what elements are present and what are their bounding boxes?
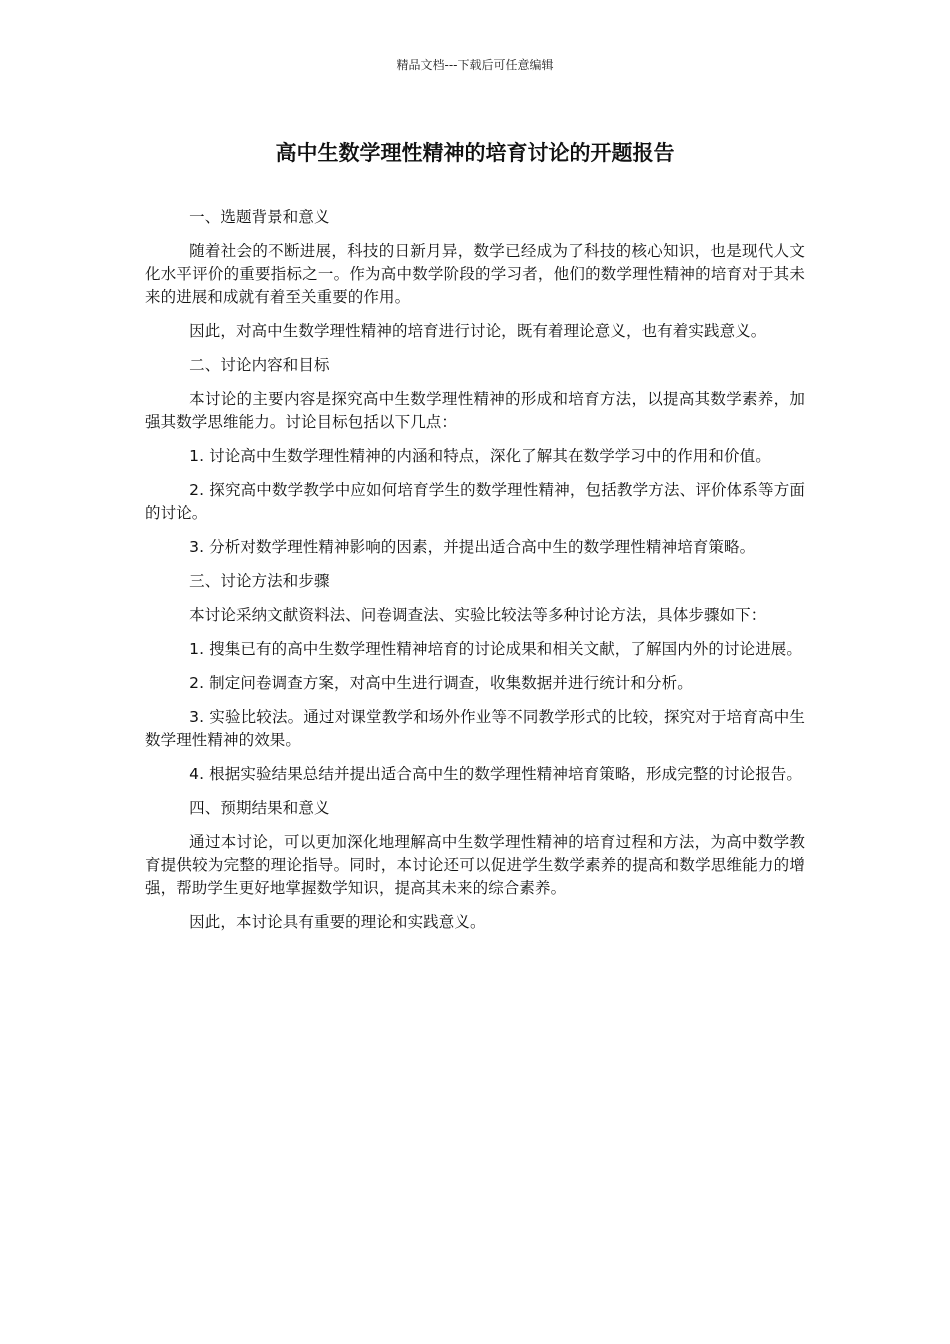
document-body [145, 206, 805, 945]
list-item: 1. 讨论高中生数学理性精神的内涵和特点，深化了解其在数学学习中的作用和价值。 [189, 447, 771, 465]
document-title: 高中生数学理性精神的培育讨论的开题报告 [275, 141, 675, 165]
list-item: 2. 探究高中数学教学中应如何培育学生的数学理性精神，包括教学方法、评价体系等方面的讨论。 [145, 481, 805, 522]
paragraph: 本讨论采纳文献资料法、问卷调查法、实验比较法等多种讨论方法，具体步骤如下： [189, 606, 767, 624]
paragraph: 因此，对高中生数学理性精神的培育进行讨论，既有着理论意义，也有着实践意义。 [189, 322, 767, 340]
list-item: 4. 根据实验结果总结并提出适合高中生的数学理性精神培育策略，形成完整的讨论报告。 [189, 765, 802, 783]
paragraph: 随着社会的不断进展，科技的日新月异，数学已经成为了科技的核心知识，也是现代人文化水平评价的重要指标之一。作为高中数学阶段的学习者，他们的数学理性精神的培育对于其未来的进展和成就有着至关重要的作用。 [145, 242, 805, 306]
section-heading-methods: 三、讨论方法和步骤 [189, 572, 330, 590]
list-item: 3. 分析对数学理性精神影响的因素，并提出适合高中生的数学理性精神培育策略。 [189, 538, 756, 556]
list-item: 1. 搜集已有的高中生数学理性精神培育的讨论成果和相关文献，了解国内外的讨论进展。 [189, 640, 802, 658]
list-item: 2. 制定问卷调查方案，对高中生进行调查，收集数据并进行统计和分析。 [189, 674, 693, 692]
section-heading-content: 二、讨论内容和目标 [189, 356, 330, 374]
page-header: 精品文档---下载后可任意编辑 [396, 58, 554, 72]
paragraph: 因此，本讨论具有重要的理论和实践意义。 [189, 913, 486, 931]
paragraph: 本讨论的主要内容是探究高中生数学理性精神的形成和培育方法，以提高其数学素养，加强其数学思维能力。讨论目标包括以下几点： [145, 390, 805, 431]
paragraph: 通过本讨论，可以更加深化地理解高中生数学理性精神的培育过程和方法，为高中数学教育提供较为完整的理论指导。同时，本讨论还可以促进学生数学素养的提高和数学思维能力的增强，帮助学生更好地掌握数学知识，提高其未来的综合素养。 [145, 833, 805, 897]
section-heading-results: 四、预期结果和意义 [189, 799, 330, 817]
list-item: 3. 实验比较法。通过对课堂教学和场外作业等不同教学形式的比较，探究对于培育高中生数学理性精神的效果。 [145, 708, 805, 749]
section-heading-background: 一、选题背景和意义 [189, 208, 330, 226]
